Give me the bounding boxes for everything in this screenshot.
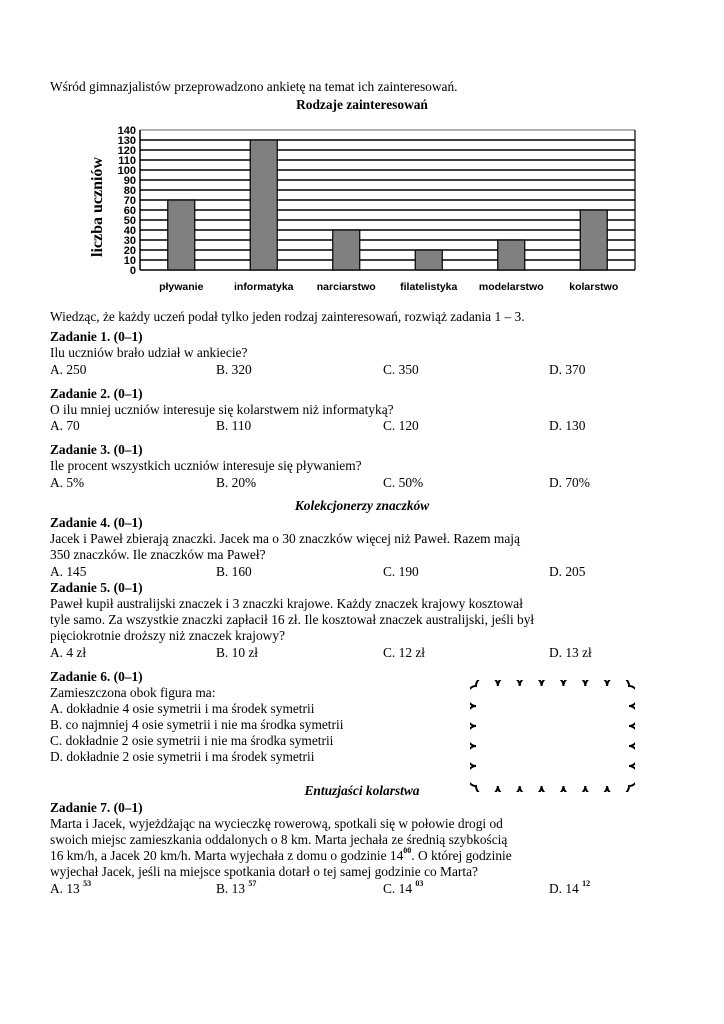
task5-line3: pięciokrotnie droższy niż znaczek krajowy?: [50, 628, 285, 643]
task1-option-a[interactable]: A. 250: [50, 362, 87, 377]
y-tick-label: 110: [118, 155, 136, 167]
task2-option-b[interactable]: B. 110: [216, 418, 252, 433]
bar-chart: [80, 122, 645, 300]
task5-line1: Paweł kupił australijski znaczek i 3 znaczki krajowe. Każdy znaczek krajowy kosztował: [50, 596, 523, 611]
task6-title: Zadanie 6. (0–1): [50, 669, 143, 684]
task3-option-d[interactable]: D. 70%: [549, 475, 590, 490]
task7-option-b-minutes: 57: [248, 879, 257, 888]
task5-option-b[interactable]: B. 10 zł: [216, 645, 259, 660]
task5-option-a[interactable]: A. 4 zł: [50, 645, 87, 660]
task3-option-b[interactable]: B. 20%: [216, 475, 257, 490]
task7-title: Zadanie 7. (0–1): [50, 800, 143, 815]
task1-question: Ilu uczniów brało udział w ankiecie?: [50, 345, 248, 360]
task3-question: Ile procent wszystkich uczniów interesuje się pływaniem?: [50, 458, 362, 473]
task2-option-d[interactable]: D. 130: [549, 418, 586, 433]
task4-option-d[interactable]: D. 205: [549, 564, 586, 579]
scalloped-outline: [470, 680, 635, 792]
task1-title: Zadanie 1. (0–1): [50, 329, 143, 344]
task7-line4: wyjechał Jacek, jeśli na miejsce spotkania dotarł o tej samej godzinie co Marta?: [50, 864, 478, 879]
y-axis-label: liczba uczniów: [89, 157, 106, 257]
y-tick-label: 0: [129, 265, 136, 277]
chart-title: Rodzaje zainteresowań: [296, 97, 428, 112]
bar-informatyka: [250, 140, 277, 270]
task6-line1: Zamieszczona obok figura ma:: [50, 685, 216, 700]
bar-modelarstwo: [498, 240, 525, 270]
task6-option-d[interactable]: D. dokładnie 2 osie symetrii i ma środek symetrii: [50, 749, 315, 764]
x-category-label: filatelistyka: [400, 281, 458, 293]
task7-option-d-minutes: 12: [582, 879, 591, 888]
task5-option-c[interactable]: C. 12 zł: [383, 645, 426, 660]
task4-option-b[interactable]: B. 160: [216, 564, 252, 579]
chart-categories: [159, 281, 618, 293]
y-tick-label: 70: [123, 195, 136, 207]
task7-option-b-hour: B. 13: [216, 881, 246, 896]
task7-option-d[interactable]: [549, 881, 590, 897]
task3-title: Zadanie 3. (0–1): [50, 442, 143, 457]
task7-option-d-hour: D. 14: [549, 881, 579, 896]
x-category-label: pływanie: [159, 281, 204, 293]
task6-option-a[interactable]: A. dokładnie 4 osie symetrii i ma środek symetrii: [50, 701, 315, 716]
x-category-label: kolarstwo: [569, 281, 619, 293]
chart-ticks: [118, 125, 136, 277]
chart-grid: [140, 130, 635, 270]
task7-option-c-hour: C. 14: [383, 881, 413, 896]
task7-line3-end: . O której godzinie: [411, 848, 512, 863]
task2-title: Zadanie 2. (0–1): [50, 386, 143, 401]
task1-option-c[interactable]: C. 350: [383, 362, 419, 377]
y-tick-label: 10: [123, 255, 136, 267]
task7-option-a[interactable]: [50, 881, 91, 897]
task4-line2: 350 znaczków. Ile znaczków ma Paweł?: [50, 547, 266, 562]
bar-narciarstwo: [333, 230, 360, 270]
scalloped-rectangle-figure: [470, 680, 635, 792]
task4-line1: Jacek i Paweł zbierają znaczki. Jacek ma o 30 znaczków więcej niż Paweł. Razem mają: [50, 531, 520, 546]
y-tick-label: 30: [123, 235, 136, 247]
task1-option-b[interactable]: B. 320: [216, 362, 252, 377]
task7-option-c[interactable]: [383, 881, 423, 897]
x-category-label: modelarstwo: [478, 281, 544, 293]
bar-filatelistyka: [415, 250, 442, 270]
y-tick-label: 40: [123, 225, 136, 237]
task7-line3-start: 16 km/h, a Jacek 20 km/h. Marta wyjechała z domu o godzinie 14: [50, 848, 404, 863]
task7-line1: Marta i Jacek, wyjeżdżając na wycieczkę rowerową, spotkali się w połowie drogi od: [50, 816, 503, 831]
x-category-label: informatyka: [233, 281, 294, 293]
task1-option-d[interactable]: D. 370: [549, 362, 586, 377]
y-tick-label: 140: [117, 125, 136, 137]
task7-option-a-minutes: 53: [83, 879, 92, 888]
task7-option-c-minutes: 03: [415, 879, 424, 888]
intro-text: Wśród gimnazjalistów przeprowadzono ankietę na temat ich zainteresowań.: [50, 79, 458, 94]
task7-option-b[interactable]: [216, 881, 256, 897]
task6-option-c[interactable]: C. dokładnie 2 osie symetrii i nie ma środka symetrii: [50, 733, 334, 748]
task5-line2: tyle samo. Za wszystkie znaczki zapłacił 16 zł. Ile kosztował znaczek australijski, jeśli był: [50, 612, 535, 627]
task3-option-c[interactable]: C. 50%: [383, 475, 424, 490]
task2-question: O ilu mniej uczniów interesuje się kolarstwem niż informatyką?: [50, 402, 394, 417]
y-tick-label: 80: [123, 185, 136, 197]
bar-kolarstwo: [580, 210, 607, 270]
y-tick-label: 100: [117, 165, 136, 177]
y-tick-label: 120: [117, 145, 136, 157]
x-category-label: narciarstwo: [316, 281, 376, 293]
section-heading-cycling: Entuzjaści kolarstwa: [304, 783, 420, 798]
task7-line3-minutes: 00: [403, 846, 412, 855]
y-tick-label: 20: [123, 245, 136, 257]
task5-title: Zadanie 5. (0–1): [50, 580, 143, 595]
y-tick-label: 60: [123, 205, 136, 217]
task4-option-a[interactable]: A. 145: [50, 564, 87, 579]
task4-option-c[interactable]: C. 190: [383, 564, 419, 579]
task4-title: Zadanie 4. (0–1): [50, 515, 143, 530]
task2-option-c[interactable]: C. 120: [383, 418, 419, 433]
task7-option-a-hour: A. 13: [50, 881, 80, 896]
task5-option-d[interactable]: D. 13 zł: [549, 645, 592, 660]
bar-pływanie: [168, 200, 195, 270]
task6-option-b[interactable]: B. co najmniej 4 osie symetrii i nie ma środka symetrii: [50, 717, 344, 732]
task7-line3: [50, 848, 512, 864]
section-heading-stamps: Kolekcjonerzy znaczków: [294, 498, 430, 513]
y-tick-label: 90: [123, 175, 136, 187]
y-tick-label: 50: [123, 215, 136, 227]
task7-line2: swoich miejsc zamieszkania oddalonych o 8 km. Marta jechała ze średnią szybkością: [50, 832, 508, 847]
task3-option-a[interactable]: A. 5%: [50, 475, 85, 490]
y-tick-label: 130: [117, 135, 136, 147]
task2-option-a[interactable]: A. 70: [50, 418, 80, 433]
instruction-text: Wiedząc, że każdy uczeń podał tylko jeden rodzaj zainteresowań, rozwiąż zadania 1 – 3.: [50, 309, 525, 324]
